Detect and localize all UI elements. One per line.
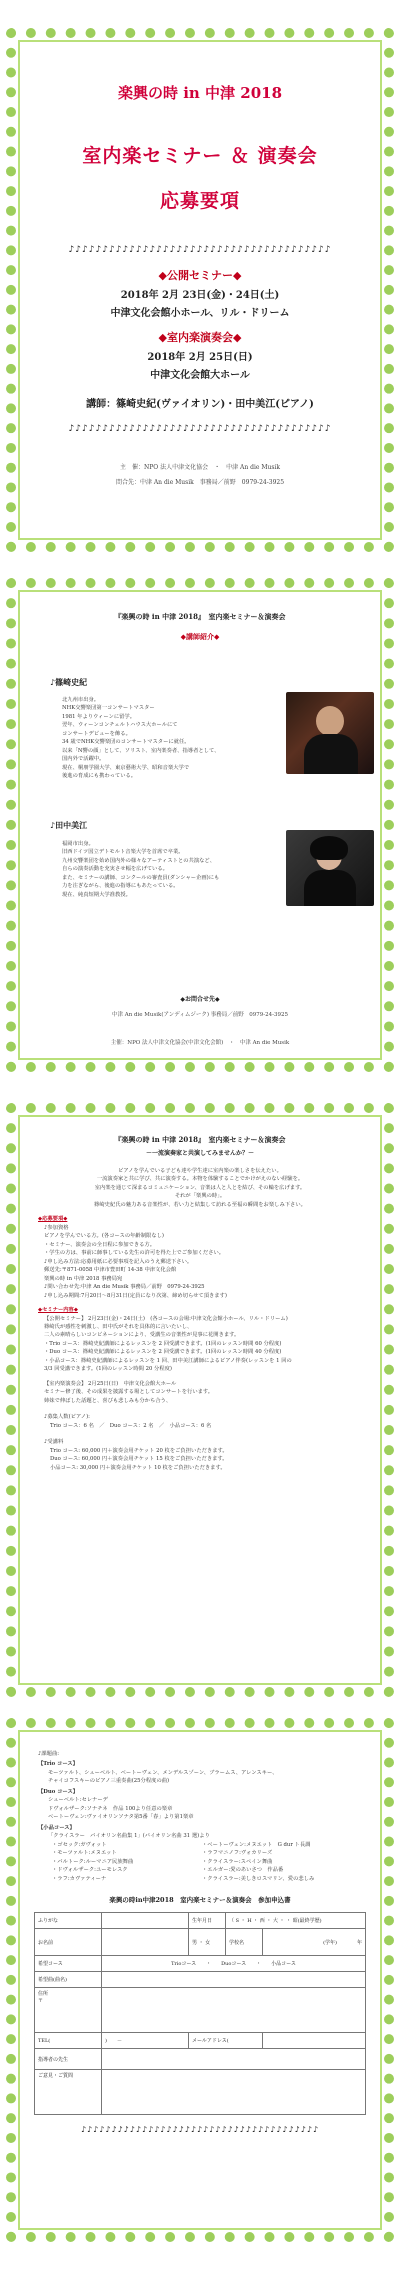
address-label bbox=[35, 1988, 102, 2033]
bio-line: 自らの演奏活動を充実させ幅を広げている。 bbox=[62, 866, 168, 873]
small-list-left bbox=[52, 1841, 202, 1883]
fee-line: 小品コース: 30,000 円＋演奏会用チケット 10 枚をご負担いただきます。 bbox=[50, 1464, 226, 1471]
trio-line: チャイコフスキーのピアノ三重奏曲(25分程度の曲) bbox=[48, 1778, 170, 1785]
fee-line: Duo コース: 60,000 円＋演奏会用チケット 15 枚をご負担いただきます。 bbox=[50, 1456, 228, 1463]
small-piece: ・ラフ:カヴァティーナ bbox=[52, 1875, 107, 1882]
concert-date: 2018年 2月 25日(日) bbox=[147, 352, 253, 363]
seminar-line: ・小品コース：篠崎史紀講師によるレッスンを 1 回、田中美江講師によるピアノ伴奏(レッスンを 1 回の bbox=[44, 1357, 292, 1364]
intro-line: 篠崎史紀氏の魅力ある音楽性が、若い力と結集して訪れる至福の瞬間をお楽しみ下さい。 bbox=[94, 1201, 306, 1208]
seminar-line: 二人の素晴らしいコンビネーションにより、受講生の音楽性が見事に花開きます。 bbox=[44, 1332, 240, 1339]
tel-field[interactable]: ) － bbox=[102, 2033, 189, 2049]
teacher-label: 指導者の先生 bbox=[35, 2049, 102, 2070]
small-piece: ・ドヴォルザーク:ユーモレスク bbox=[52, 1867, 128, 1874]
note-divider: ♪♪♪♪♪♪♪♪♪♪♪♪♪♪♪♪♪♪♪♪♪♪♪♪♪♪♪♪♪♪♪♪♪♪♪♪♪♪♪ bbox=[80, 2125, 320, 2135]
teacher-intro-page bbox=[18, 590, 382, 1060]
teacher1-name: ♪篠崎史紀 bbox=[50, 677, 88, 687]
intro-line: 一流演奏家と共に学び、共に演奏する。本物を体験することでかけがえのない経験を。 bbox=[96, 1176, 304, 1183]
memo-field[interactable] bbox=[102, 2070, 366, 2115]
bio-line: 国内外で活躍中。 bbox=[62, 756, 105, 763]
concert-place: 中津文化会館大ホール bbox=[150, 370, 250, 381]
intro-text bbox=[20, 1167, 380, 1209]
kana-label: ふりがな bbox=[35, 1913, 102, 1929]
fee-heading: ♪受講料 bbox=[44, 1439, 64, 1446]
duo-line: ベートーヴェン:ヴァイオリンソナタ第5番「春」より第1楽章 bbox=[48, 1814, 194, 1821]
concert-line: 姉妹で伸ばした話題と、喜びも悲しみも分かち合う、 bbox=[44, 1397, 172, 1404]
apply-line: ♪申し込み期間:7月20日～8月31日(定員になり次第、締め切らせて頂きます) bbox=[44, 1292, 227, 1299]
form-title: 楽興の時in中津2018 室内楽セミナー＆演奏会 参加申込書 bbox=[109, 1896, 291, 1905]
page-subheader: －一流演奏家と共演してみませんか？－ bbox=[145, 1150, 254, 1157]
course-options[interactable]: Trioコース ・ Duoコース ・ 小品コース bbox=[102, 1956, 366, 1972]
intro-heading: ◆講師紹介◆ bbox=[180, 632, 220, 641]
intro-line: 室内楽を通じて深まるコミュニケーション、音楽は人と人とを結び、その輪を広げます。 bbox=[94, 1184, 306, 1191]
trio-list bbox=[48, 1769, 362, 1786]
tel-label: TEL( bbox=[35, 2033, 102, 2049]
duo-list bbox=[48, 1796, 362, 1821]
seminar-line: 【公開セミナー】 2月23日(金)・24日(土) (各コースの会場:中津文化会館小ホール、リル・ドリーム) bbox=[44, 1315, 288, 1322]
concert-line: 【室内楽演奏会】 2月25日(日) 中津文化会館大ホール bbox=[44, 1380, 177, 1387]
seminar-line: ・Trio コース：篠崎史紀講師によるレッスンを 2 回受講できます。(1回のレッスン時間 60 分程度) bbox=[44, 1340, 282, 1347]
apply-line: ・セミナー、演奏会の全日程に参加できる方。 bbox=[44, 1241, 156, 1248]
teacher1-bio bbox=[62, 696, 282, 781]
address-field[interactable] bbox=[102, 1988, 366, 2033]
small-piece: ・モーツァルト:メヌエット bbox=[52, 1850, 117, 1857]
seminar-list bbox=[44, 1315, 362, 1374]
school-label: 学校名 bbox=[226, 1929, 263, 1956]
note-divider: ♪♪♪♪♪♪♪♪♪♪♪♪♪♪♪♪♪♪♪♪♪♪♪♪♪♪♪♪♪♪♪♪♪♪♪♪♪♪♪ bbox=[68, 424, 332, 434]
page-header: 『楽興の時 in 中津 2018』 室内楽セミナー＆演奏会 bbox=[114, 1135, 286, 1144]
piece-field[interactable] bbox=[102, 1972, 366, 1988]
application-form bbox=[34, 1912, 366, 2115]
songs-heading: ♪課題曲: bbox=[38, 1751, 60, 1757]
trio-heading: 【Trio コース】 bbox=[38, 1761, 78, 1768]
small-piece: ・クライスラー:美しきロスマリン、愛の悲しみ bbox=[202, 1875, 315, 1882]
mail-field[interactable] bbox=[263, 2033, 366, 2049]
duo-line: ドヴォルザーク:ソナチネ 作品 100より任意の楽章 bbox=[48, 1805, 173, 1812]
teachers-line: 講師：篠崎史紀(ヴァイオリン)・田中美江(ピアノ) bbox=[86, 399, 314, 410]
teacher2-name: ♪田中美江 bbox=[50, 820, 88, 830]
guidelines-page bbox=[18, 1115, 382, 1685]
bio-line: 現在、純真短期大学准教授。 bbox=[62, 891, 131, 898]
bio-line: 九州交響楽団を始め国内外の様々なアーティストとの共演など、 bbox=[62, 857, 216, 864]
members-line: Trio コース：6 名 ／ Duo コース：2 名 ／ 小品コース：6 名 bbox=[50, 1422, 212, 1429]
bio-line: 旧西ドイツ国立デトモルト音楽大学を首席で卒業。 bbox=[62, 849, 184, 856]
application-page bbox=[18, 1730, 382, 2230]
bio-line: 現在、桐朋学園大学、東京藝術大学、昭和音楽大学で bbox=[62, 764, 190, 771]
note-divider: ♪♪♪♪♪♪♪♪♪♪♪♪♪♪♪♪♪♪♪♪♪♪♪♪♪♪♪♪♪♪♪♪♪♪♪♪♪♪♪ bbox=[68, 245, 332, 255]
kana-field[interactable] bbox=[102, 1913, 189, 1929]
apply-line: ・学生の方は、事前に師事している先生の許可を得た上でご参加ください。 bbox=[44, 1250, 225, 1257]
bio-line: 以来「N響の顔」として、ソリスト、室内楽奏者、指導者として、 bbox=[62, 747, 220, 754]
apply-line: 楽興の時 in 中津 2018 事務局宛 bbox=[44, 1275, 123, 1282]
bio-line: 福岡市出身。 bbox=[62, 841, 94, 847]
apply-line: ♪申し込み方法:応募用紙に必要事項を記入のうえ郵送下さい。 bbox=[44, 1258, 193, 1265]
fee-list bbox=[50, 1447, 362, 1472]
duo-heading: 【Duo コース】 bbox=[38, 1788, 79, 1795]
zip-label: 〒 bbox=[38, 1998, 44, 2005]
seminar-line: ・Duo コース：篠崎史紀講師によるレッスンを 2 回受講できます。(1回のレッスン時間 40 分程度) bbox=[44, 1349, 282, 1356]
small-piece: ・クライスラー:スペイン舞曲 bbox=[202, 1858, 273, 1865]
organizer: 主 催：NPO 法人中津文化協会 ・ 中津 An die Musik bbox=[120, 464, 280, 471]
small-heading: 【小品コース】 bbox=[38, 1824, 75, 1831]
bio-line: コンサートデビューを飾る。 bbox=[62, 730, 131, 737]
trio-line: モーツァルト、シューベルト、ベートーヴェン、メンデルスゾーン、ブラームス、アレンスキー、 bbox=[48, 1769, 278, 1776]
bio-line: 力を注ぎながら、後進の指導にもあたっている。 bbox=[62, 883, 179, 890]
bio-line: 1981 年よりウィーンに留学。 bbox=[62, 713, 136, 720]
members-heading: ♪募集人数(ピアノ): bbox=[44, 1414, 90, 1421]
contact-line: 問合先：中津 An die Musik 事務局／前野 0979-24-3925 bbox=[115, 479, 285, 486]
seminar-heading: ◆セミナー内容◆ bbox=[38, 1307, 78, 1314]
teacher-field[interactable] bbox=[102, 2049, 366, 2070]
name-label: お名前 bbox=[35, 1929, 102, 1956]
bio-line: また、セミナーの講師、コンクールの審査員(ダンシャー企画)にも bbox=[62, 874, 220, 881]
teacher2-photo bbox=[286, 830, 374, 906]
seminar-line: 3/3 回受講できます。(1回のレッスン時間 20 分程度) bbox=[44, 1366, 172, 1373]
small-piece: ・バルトーク:ルーマニア民族舞曲 bbox=[52, 1858, 134, 1865]
duo-line: シューベルト:セレナーデ bbox=[48, 1797, 108, 1804]
apply-line: ♪問い合わせ先:中津 An die Musik 事務局／前野 0979-24-3925 bbox=[44, 1284, 205, 1291]
apply-line: ピアノを学んでいる方。(各コースの年齢制限なし) bbox=[44, 1233, 164, 1240]
apply-heading: ◆応募要項◆ bbox=[38, 1216, 68, 1223]
concert-line: セミナー修了後、その成果を披露する場としてコンサートを行います。 bbox=[44, 1389, 214, 1396]
grade-field[interactable]: (学年) 年 bbox=[263, 1929, 366, 1956]
address-label-text: 住所 bbox=[38, 1991, 49, 1998]
small-intro: 「クライスラー バイオリン名曲集 1」(バイオリン名曲 31 選)より bbox=[48, 1833, 210, 1840]
seminar-line: 篠崎氏が感性を刺激し、田中氏がそれを具体的に言いたいし、 bbox=[44, 1323, 193, 1330]
name-field[interactable] bbox=[102, 1929, 189, 1956]
teacher1-photo bbox=[286, 692, 374, 774]
seminar-place: 中津文化会館小ホール、リル・ドリーム bbox=[110, 308, 290, 319]
bio-line: NHK交響楽団第一コンサートマスター bbox=[62, 705, 155, 712]
contact-heading: ◆お問合せ先◆ bbox=[180, 996, 220, 1003]
cover-page bbox=[18, 40, 382, 540]
subtitle: 応募要項 bbox=[159, 190, 240, 212]
small-piece: ・ベートーヴェン:メヌエット G dur ト長調 bbox=[202, 1841, 311, 1848]
footer-line: 主催：NPO 法人中津文化協会(中津文化会館) ・ 中津 An die Musik bbox=[110, 1040, 290, 1046]
seminar-heading: ◆公開セミナー◆ bbox=[158, 269, 242, 282]
concert-heading: ◆室内楽演奏会◆ bbox=[158, 331, 242, 344]
intro-line: それが「楽興の時」。 bbox=[174, 1193, 226, 1200]
sex-field[interactable]: 男 ・ 女 bbox=[189, 1929, 226, 1956]
bio-line: 翌年、ウィーンコンチェルトハウス大ホールにて bbox=[62, 722, 178, 729]
memo-label: ご意見・ご質問 bbox=[35, 2070, 102, 2115]
small-piece: ・ゴセック:ガヴォット bbox=[52, 1841, 107, 1848]
course-label: 希望コース bbox=[35, 1956, 102, 1972]
year-title: 楽興の時 in 中津 2018 bbox=[117, 84, 283, 102]
bio-line: 北九州市出身。 bbox=[62, 697, 100, 703]
small-piece: ・エルガー:愛のあいさつ 作品番 bbox=[202, 1867, 284, 1874]
page-header: 『楽興の時 in 中津 2018』 室内楽セミナー＆演奏会 bbox=[114, 612, 286, 621]
small-list-right bbox=[202, 1841, 314, 1883]
mail-label: メールアドレス( bbox=[189, 2033, 263, 2049]
teacher2-bio bbox=[62, 840, 282, 899]
piece-label: 希望曲(曲名) bbox=[35, 1972, 102, 1988]
birth-field[interactable]: （ S ・ H ・ 西 ・ 大 ・ ・ 昭(最終学歴) bbox=[226, 1913, 366, 1929]
fee-line: Trio コース: 60,000 円＋演奏会用チケット 20 枚をご負担いただきます。 bbox=[50, 1447, 228, 1454]
small-piece: ・ラフマニノフ:ヴォカリーズ bbox=[202, 1850, 273, 1857]
intro-line: ピアノを学んでいる子ども達や学生達に室内楽の楽しさを伝えたい。 bbox=[118, 1168, 282, 1174]
seminar-date: 2018年 2月 23日(金)・24日(土) bbox=[120, 290, 280, 301]
contact-line: 中津 An die Musik(アンディムジーク) 事務局／前野 0979-24-3925 bbox=[112, 1012, 288, 1018]
apply-line: ♪参加資格 bbox=[44, 1224, 69, 1231]
apply-line: 郵送先:〒871-0058 中津市豊田町 14-38 中津文化会館 bbox=[44, 1267, 177, 1274]
birth-label: 生年月日 bbox=[189, 1913, 226, 1929]
bio-line: 34 歳でNHK交響楽団のコンサートマスターに就任。 bbox=[62, 739, 190, 746]
apply-list bbox=[44, 1224, 362, 1300]
bio-line: 後進の育成にも携わっている。 bbox=[62, 773, 137, 780]
main-title: 室内楽セミナー ＆ 演奏会 bbox=[82, 145, 318, 167]
